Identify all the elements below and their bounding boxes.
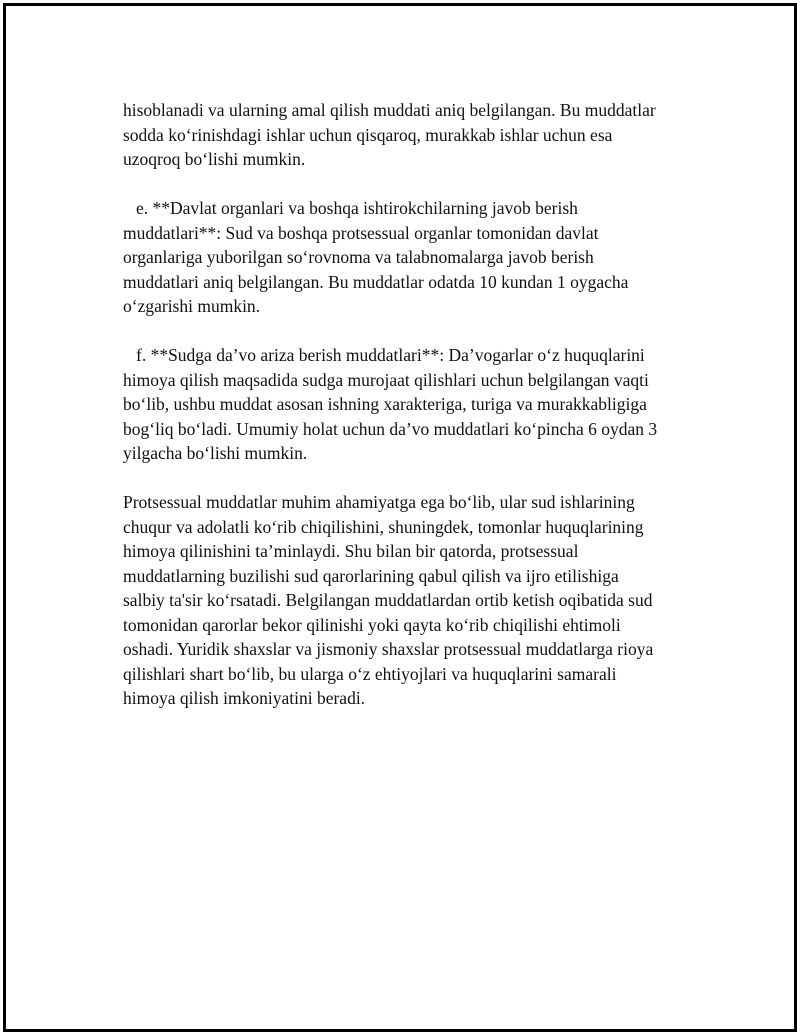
text-line: muddatlari aniq belgilangan. Bu muddatlar odatda 10 kundan 1 oygacha [123, 271, 629, 292]
document-body [123, 98, 703, 735]
text-line: tomonidan qarorlar bekor qilinishi yoki qayta ko‘rib chiqilishi ehtimoli [123, 614, 621, 635]
paragraph-item-e [123, 196, 703, 319]
paragraph-conclusion [123, 490, 703, 711]
text-line: o‘zgarishi mumkin. [123, 296, 261, 316]
text-line: himoya qilish maqsadida sudga murojaat qilishlari uchun belgilangan vaqti [123, 369, 649, 390]
page-frame [3, 3, 797, 1032]
text-line: Protsessual muddatlar muhim ahamiyatga ega bo‘lib, ular sud ishlarining [123, 492, 635, 512]
text-line: sodda ko‘rinishdagi ishlar uchun qisqaroq, murakkab ishlar uchun esa [123, 124, 613, 145]
text-line: muddatlari**: Sud va boshqa protsessual organlar tomonidan davlat [123, 222, 599, 243]
text-line: organlariga yuborilgan so‘rovnoma va talabnomalarga javob berish [123, 247, 594, 267]
paragraph-continuation [123, 98, 703, 172]
text-line: bog‘liq bo‘ladi. Umumiy holat uchun da’vo muddatlari ko‘pincha 6 oydan 3 [123, 418, 658, 439]
text-line: chuqur va adolatli ko‘rib chiqilishini, shuningdek, tomonlar huquqlarining [123, 516, 644, 537]
text-line: bo‘lib, ushbu muddat asosan ishning xarakteriga, turiga va murakkabligiga [123, 394, 647, 414]
text-line: muddatlarning buzilishi sud qarorlarining qabul qilish va ijro etilishiga [123, 565, 619, 586]
text-line: uzoqroq bo‘lishi mumkin. [123, 149, 306, 169]
text-line: f. **Sudga da’vo ariza berish muddatlari**: Da’vogarlar o‘z huquqlarini [136, 345, 645, 365]
text-line: oshadi. Yuridik shaxslar va jismoniy shaxslar protsessual muddatlarga rioya [123, 639, 654, 659]
text-line: salbiy ta'sir ko‘rsatadi. Belgilangan muddatlardan ortib ketish oqibatida sud [123, 590, 653, 610]
text-line: himoya qilinishini ta’minlaydi. Shu bilan bir qatorda, protsessual [123, 541, 579, 561]
text-line: qilishlari shart bo‘lib, bu ularga o‘z ehtiyojlari va huquqlarini samarali [123, 663, 617, 684]
text-line: e. **Davlat organlari va boshqa ishtirokchilarning javob berish [136, 198, 578, 218]
text-line: hisoblanadi va ularning amal qilish muddati aniq belgilangan. Bu muddatlar [123, 100, 656, 120]
text-line: himoya qilish imkoniyatini beradi. [123, 688, 366, 708]
paragraph-item-f [123, 343, 703, 466]
text-line: yilgacha bo‘lishi mumkin. [123, 443, 308, 463]
